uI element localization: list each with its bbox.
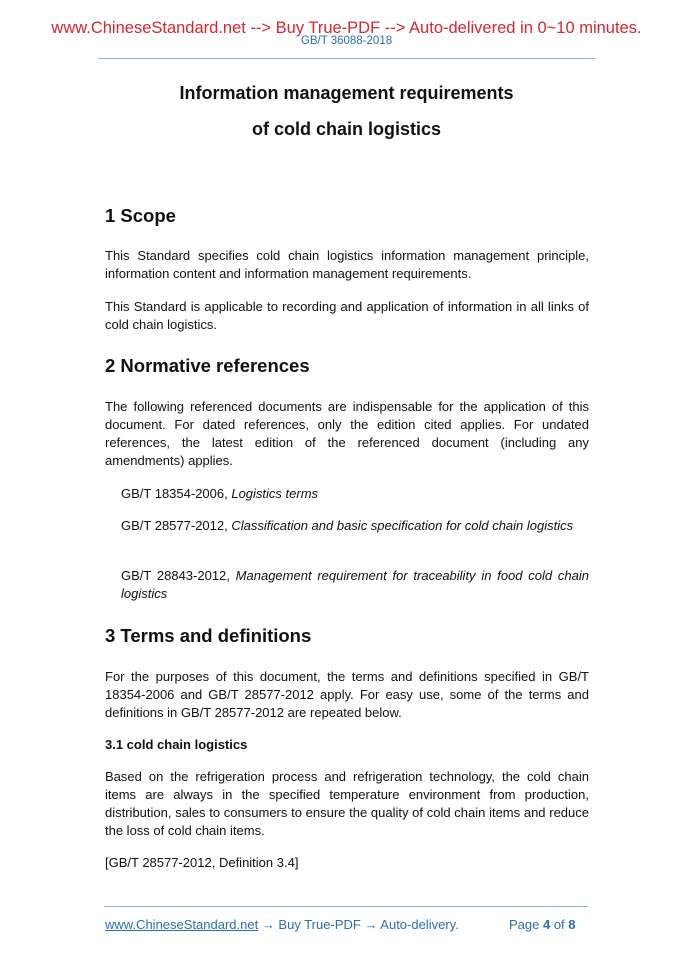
page-indicator bbox=[509, 916, 576, 934]
subsection-heading: 3.1 cold chain logistics bbox=[105, 737, 248, 752]
section-heading-scope: 1 Scope bbox=[105, 205, 176, 226]
reference-item bbox=[121, 567, 589, 603]
paragraph: This Standard is applicable to recording and application of information in all links of cold chain logistics. bbox=[105, 299, 589, 332]
reference-item bbox=[121, 517, 589, 535]
footer-text: → Buy True-PDF → Auto-delivery. bbox=[258, 917, 459, 932]
reference-code: GB/T 28577-2012, bbox=[121, 518, 232, 533]
document-title-line1: Information management requirements bbox=[179, 83, 514, 103]
header-banner: www.ChineseStandard.net --> Buy True-PDF --> Auto-delivered in 0~10 minutes. bbox=[51, 19, 642, 37]
page-number: 4 bbox=[542, 917, 551, 932]
page-total: 8 bbox=[568, 917, 576, 932]
paragraph: Based on the refrigeration process and refrigeration technology, the cold chain items are always in the specified temperature environment from production, distribution, sales to consumers to ensure the quality of cold chain items and reduce the loss of cold chain items. bbox=[105, 769, 589, 838]
footer-link[interactable]: www.ChineseStandard.net bbox=[105, 917, 259, 932]
section-heading-terms: 3 Terms and definitions bbox=[105, 625, 312, 646]
footer-promo bbox=[105, 916, 459, 934]
reference-code: GB/T 18354-2006, bbox=[121, 486, 232, 501]
header-divider bbox=[98, 58, 595, 59]
of-label: of bbox=[550, 917, 569, 932]
reference-code: GB/T 28843-2012, bbox=[121, 568, 236, 583]
footer-divider bbox=[104, 906, 588, 907]
section-heading-normative-references: 2 Normative references bbox=[105, 355, 310, 376]
reference-title: Management requirement for traceability in food cold chain logistics bbox=[121, 568, 589, 601]
definition-source: [GB/T 28577-2012, Definition 3.4] bbox=[105, 855, 299, 870]
reference-title: Classification and basic specification for cold chain logistics bbox=[231, 518, 574, 533]
paragraph: This Standard specifies cold chain logistics information management principle, information content and information management requirements. bbox=[105, 248, 589, 281]
paragraph: The following referenced documents are indispensable for the application of this document. For dated references, only the edition cited applies. For undated references, the latest edition of the referenced document (including any amendments) applies. bbox=[105, 399, 589, 468]
document-number: GB/T 36088-2018 bbox=[300, 35, 393, 47]
reference-item bbox=[121, 485, 589, 503]
paragraph: For the purposes of this document, the terms and definitions specified in GB/T 18354-2006 and GB/T 28577-2012 apply. For easy use, some of the terms and definitions in GB/T 28577-2012 are repeated below. bbox=[105, 669, 589, 720]
page-label: Page bbox=[509, 917, 543, 932]
document-title-line2: of cold chain logistics bbox=[251, 119, 442, 139]
reference-title: Logistics terms bbox=[231, 486, 319, 501]
